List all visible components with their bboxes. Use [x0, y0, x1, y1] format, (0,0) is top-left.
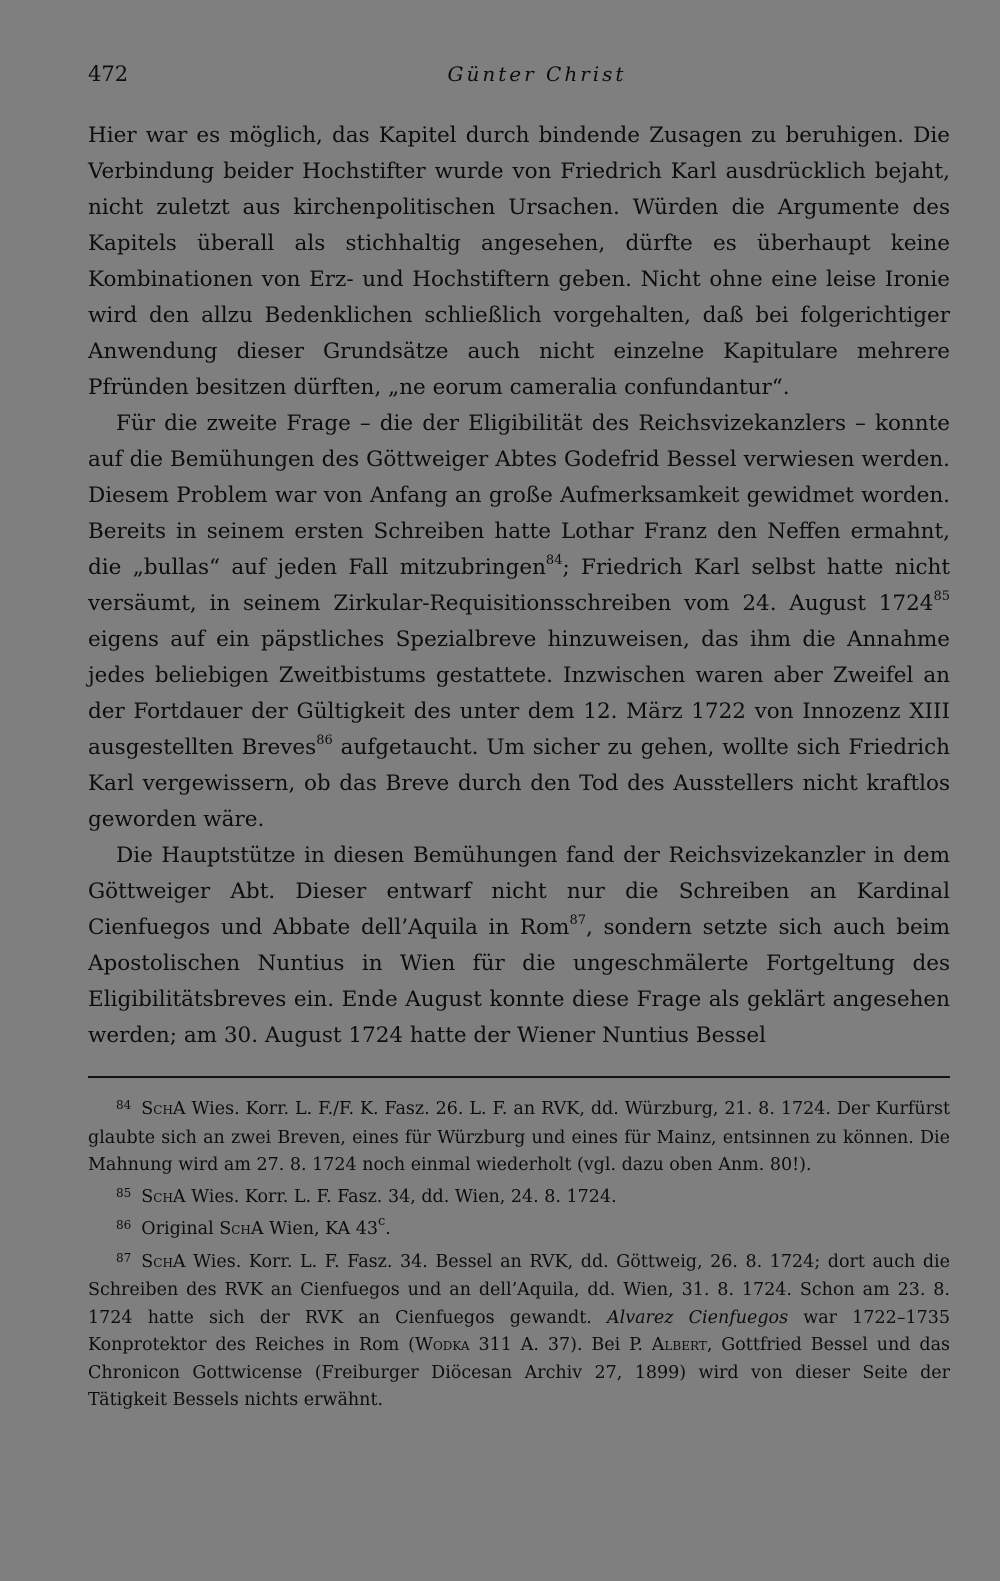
footnote-italic-name: Alvarez Cienfuegos — [606, 1307, 789, 1328]
footnote-text-b: war 1722–1735 Konprotektor des Reiches in Rom ( — [88, 1307, 951, 1355]
footnote-author-albert: Albert — [651, 1335, 707, 1355]
footnote-archive-abbrev: Sch — [219, 1219, 251, 1239]
footnote-text-pre: Original — [141, 1219, 220, 1239]
footnote-superscript: c — [377, 1214, 386, 1230]
footnote-text-end: . — [385, 1219, 391, 1239]
footnote-text-a: A Wies. Korr. L. F. Fasz. 34. Bessel an RVK, dd. Göttweig, 26. 8. 1724; dort auch die Schreiben des RVK an Cienfuegos und an dell’Aquila, dd. Wien, 31. 8. 1724. Schon am 23. 8. 1724 hatte sich der RVK an Cienfuegos gewandt. — [88, 1251, 950, 1328]
footnote-number: 86 — [116, 1218, 132, 1232]
body-text — [88, 118, 950, 1054]
paragraph-3-text-a: Die Hauptstütze in diesen Bemühungen fand der Reichsvizekanzler in dem Göttweiger Abt. Dieser entwarf nicht nur die Schreiben an Kardinal Cienfuegos und Abbate dell’Aquila in Rom — [88, 843, 950, 940]
footnote-ref-84[interactable]: 84 — [545, 552, 563, 568]
footnote-84 — [88, 1096, 950, 1180]
footnote-author-wodka: Wodka — [414, 1335, 470, 1355]
paragraph-1 — [88, 118, 950, 406]
footnote-text-d: , Gottfried Bessel und das Chronicon Gottwicense (Freiburger Diöcesan Archiv 27, 1899) wird von dieser Seite der Tätigkeit Bessels nichts erwähnt. — [88, 1335, 951, 1410]
footnote-86 — [88, 1216, 950, 1245]
paragraph-2-text-a: Für die zweite Frage – die der Eligibilität des Reichsvizekanzlers – konnte auf die Bemühungen des Göttweiger Abtes Godefrid Bessel verwiesen werden. Diesem Problem war von Anfang an große Aufmerksamkeit gewidmet worden. Bereits in seinem ersten Schreiben hatte Lothar Franz den Neffen ermahnt, die „bullas“ auf jeden Fall mitzubringen — [88, 411, 950, 580]
footnote-archive-abbrev: Sch — [141, 1251, 173, 1272]
page-header — [88, 58, 950, 98]
footnote-ref-86[interactable]: 86 — [316, 732, 333, 748]
paragraph-1-text: Hier war es möglich, das Kapitel durch bindende Zusagen zu beruhigen. Die Verbindung beider Hochstifter wurde von Friedrich Karl ausdrücklich bejaht, nicht zuletzt aus kirchenpolitischen Ursachen. Würden die Argumente des Kapitels überall als stichhaltig angesehen, dürfte es überhaupt keine Kombinationen von Erz- und Hochstiftern geben. Nicht ohne eine leise Ironie wird den allzu Bedenklichen schließlich vorgehalten, daß bei folgerichtiger Anwendung dieser Grundsätze auch nicht einzelne Kapitulare mehrere Pfründen besitzen dürften, „ne eorum cameralia confundantur“. — [88, 123, 950, 400]
footnote-number: 85 — [116, 1185, 132, 1200]
page-number: 472 — [88, 62, 129, 86]
footnotes — [88, 1096, 950, 1415]
footnote-archive-abbrev: Sch — [141, 1099, 173, 1119]
paragraph-3 — [88, 838, 950, 1054]
paragraph-3-text-b: , sondern setzte sich auch beim Apostolischen Nuntius in Wien für die ungeschmälerte Fortgeltung des Eligibilitätsbreves ein. Ende August konnte diese Frage als geklärt angesehen werden; am 30. August 1724 hatte der Wiener Nuntius Bessel — [88, 915, 950, 1048]
footnote-text: A Wies. Korr. L. F. Fasz. 34, dd. Wien, 24. 8. 1724. — [172, 1186, 617, 1207]
footnote-ref-85[interactable]: 85 — [933, 588, 950, 604]
footnote-number: 87 — [116, 1250, 132, 1265]
footnote-85 — [88, 1184, 950, 1213]
footnote-divider — [88, 1076, 950, 1078]
footnote-text: A Wien, KA 43 — [250, 1219, 378, 1239]
footnote-ref-87[interactable]: 87 — [569, 912, 586, 928]
paragraph-2-text-d: aufgetaucht. Um sicher zu gehen, wollte sich Friedrich Karl vergewissern, ob das Breve durch den Tod des Ausstellers nicht kraftlos geworden wäre. — [88, 735, 951, 832]
footnote-number: 84 — [116, 1098, 132, 1112]
footnote-text-c: 311 A. 37). Bei P. — [469, 1335, 652, 1355]
paragraph-2 — [88, 406, 950, 838]
footnote-87 — [88, 1249, 950, 1415]
footnote-text: A Wies. Korr. L. F./F. K. Fasz. 26. L. F. an RVK, dd. Würzburg, 21. 8. 1724. Der Kurfürst glaubte sich an zwei Breven, eines für Würzburg und eines für Mainz, entsinnen zu können. Die Mahnung wird am 27. 8. 1724 noch einmal wiederholt (vgl. dazu oben Anm. 80!). — [88, 1099, 950, 1175]
book-page — [88, 58, 950, 1419]
paragraph-2-text-c: eigens auf ein päpstliches Spezialbreve hinzuweisen, das ihm die Annahme jedes beliebigen Zweitbistums gestattete. Inzwischen waren aber Zweifel an der Fortdauer der Gültigkeit des unter dem 12. März 1722 von Innozenz XIII ausgestellten Breves — [88, 627, 950, 760]
running-head: Günter Christ — [447, 62, 627, 86]
paragraph-2-text-b: ; Friedrich Karl selbst hatte nicht versäumt, in seinem Zirkular-Requisitionsschreiben vom 24. August 1724 — [88, 555, 950, 616]
footnote-archive-abbrev: Sch — [141, 1186, 173, 1207]
